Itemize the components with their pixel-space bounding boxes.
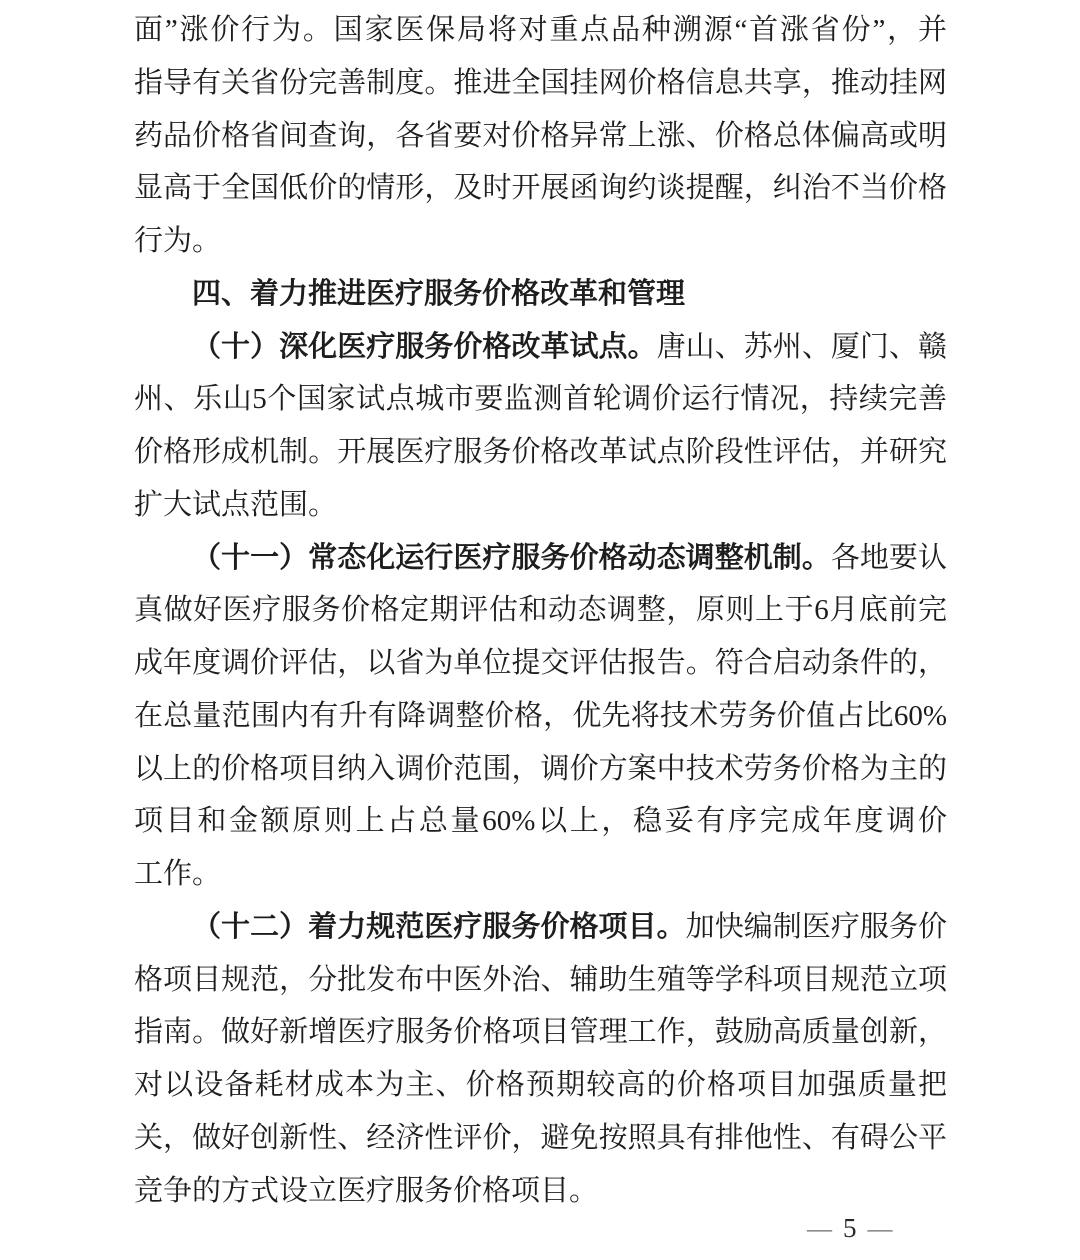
line-text: 对以设备耗材成本为主、价格预期较高的价格项目加强质量把 (134, 1069, 947, 1101)
text-line (134, 1112, 947, 1165)
line-text: 显高于全国低价的情形，及时开展函询约谈提醒，纠治不当价格 (134, 172, 947, 205)
text-line (134, 215, 947, 268)
paragraph-lead: （十）深化医疗服务价格改革试点。 (192, 330, 657, 363)
line-text: 面”涨价行为。国家医保局将对重点品种溯源“首涨省份”，并 (134, 14, 947, 46)
page-number (796, 1208, 904, 1250)
text-line (134, 795, 947, 848)
line-text: 在总量范围内有升有降调整价格，优先将技术劳务价值占比60% (134, 699, 947, 732)
line-text: 各地要认 (830, 541, 947, 574)
line-text: 价格形成机制。开展医疗服务价格改革试点阶段性评估，并研究 (134, 436, 947, 468)
text-line (134, 57, 947, 110)
text-line (134, 637, 947, 690)
text-line (134, 954, 947, 1007)
line-text: 项目和金额原则上占总量60%以上，稳妥有序完成年度调价 (134, 805, 947, 838)
text-line (134, 1006, 947, 1059)
line-text: 工作。 (134, 858, 222, 890)
text-line (134, 373, 947, 426)
text-line (134, 110, 947, 163)
page-number-dash-left: — (807, 1216, 832, 1243)
line-text: 行为。 (134, 225, 222, 257)
line-text: 关，做好创新性、经济性评价，避免按照具有排他性、有碍公平 (134, 1121, 947, 1154)
line-text: 真做好医疗服务价格定期评估和动态调整，原则上于6月底前完 (134, 594, 947, 627)
text-line (134, 4, 947, 57)
line-text: 扩大试点范围。 (134, 488, 338, 521)
line-text: 指导有关省份完善制度。推进全国挂网价格信息共享，推动挂网 (134, 66, 947, 99)
text-line (134, 848, 947, 901)
line-text: 格项目规范，分批发布中医外治、辅助生殖等学科项目规范立项 (134, 963, 947, 996)
text-line (134, 479, 947, 532)
text-line (134, 426, 947, 479)
paragraph-lead: （十一）常态化运行医疗服务价格动态调整机制。 (192, 541, 831, 574)
paragraph-lead: （十二）着力规范医疗服务价格项目。 (192, 910, 686, 943)
line-text: 唐山、苏州、厦门、赣 (656, 330, 947, 363)
line-text: 以上的价格项目纳入调价范围，调价方案中技术劳务价格为主的 (134, 752, 947, 785)
text-line (134, 743, 947, 796)
document-body (134, 4, 947, 1217)
line-text: 州、乐山5个国家试点城市要监测首轮调价运行情况，持续完善 (134, 383, 947, 416)
paragraph-first-line (134, 321, 947, 374)
text-line (134, 690, 947, 743)
paragraph-first-line (134, 901, 947, 954)
page-number-dash-right: — (867, 1216, 893, 1243)
line-text: 指南。做好新增医疗服务价格项目管理工作，鼓励高质量创新， (134, 1016, 947, 1049)
text-line (134, 1059, 947, 1112)
line-text: 成年度调价评估，以省为单位提交评估报告。符合启动条件的， (134, 647, 947, 679)
paragraph-first-line (134, 532, 947, 585)
section-heading-text: 四、着力推进医疗服务价格改革和管理 (192, 277, 686, 310)
text-line (134, 584, 947, 637)
line-text: 药品价格省间查询，各省要对价格异常上涨、价格总体偏高或明 (134, 119, 947, 152)
line-text: 加快编制医疗服务价 (685, 910, 947, 943)
section-heading (134, 268, 947, 321)
page-number-value: 5 (843, 1213, 857, 1243)
text-line (134, 162, 947, 215)
line-text: 竞争的方式设立医疗服务价格项目。 (134, 1174, 599, 1207)
